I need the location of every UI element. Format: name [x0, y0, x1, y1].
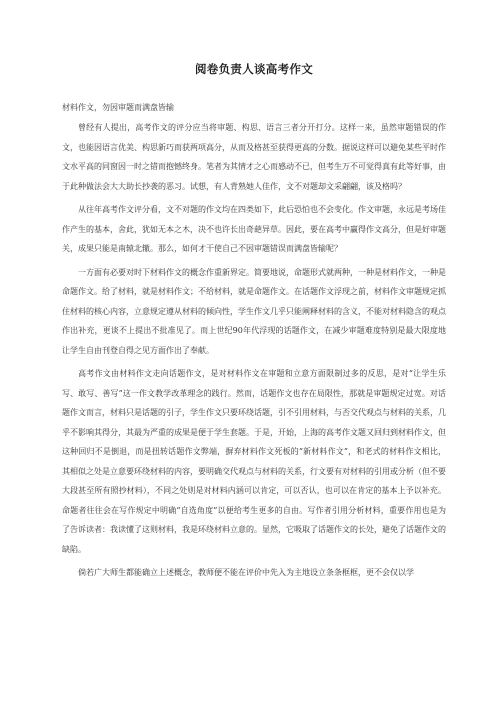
paragraph-5: 倘若广大师生都能确立上述概念，教师便不能在评价中先入为主地设立条条框框，更不会仅以学 [78, 568, 414, 577]
paragraph-4: 高考作文由材料作文走向话题作文，是对材料作文在审题和立意方面限制过多的反思，是对“让学生乐写、敢写、善写”这一作文教学改革理念的践行。然而，话题作文也存在局限性，那就是审题规定过宽。对话题作文而言，材料只是话题的引子，学生作文只要环绕话题，引不引用材料，与否交代观点与材料的关系，几乎不影响其得分，其最为严重的成果是便于学生套题。于是，开始，上海的高考作文题又回归到材料作文，但这种回归不是倒退，而是扭转话题作文弊端，摒弃材料作文死板的“新材料作文”，和老式的材料作文相比，其相似之处是立意要环绕材料的内容，要明确交代观点与材料的关系，行文要有对材料的引用或分析（但不要大段甚至所有照抄材料），不同之处则是对材料内涵可以肯定，可以否认，也可以在肯定的基本上予以补充。命题者往往会在写作规定中明确“自选角度”以便给考生更多的自由。写作者引用分析材料，重要作用也是为了告诉读者：我读懂了这则材料，我是环绕材料立意的。显然，它吸取了话题作文的长处，避免了话题作文的缺陷。 [62, 369, 446, 554]
document-title: 阅卷负责人谈高考作文 [195, 62, 313, 76]
paragraph-1: 曾经有人提出，高考作文的评分应当将审题、构思、语言三者分开打分。这样一来，虽然审题错误的作文，也能因语言优美、构思新巧而获两项高分，从而及格甚至获得更高的分数。据说这样可以避免某些平时作文水平高的同窗因一时之错而抱憾终身。笔者为其情才之心而感动不已，但考生万不可觉得真有此等好事，由于此种做法会大大助长抄袭的恶习。试想，有人背熟她人佳作，文不对题却文采翩翩，该及格吗？ [62, 123, 446, 191]
paragraph-2: 从往年高考作文评分看，文不对题的作文均在四类如下，此后恐怕也不会变化。作文审题，永远是考场佳作产生的基本，舍此，犹如无本之木，决不也许长出奇葩异草。因此，要在高考中赢得作文高分，但是好审题关，成果只能是南辕北辙。那么，如何才干使自己不因审题错误而满盘皆输呢？ [62, 205, 446, 253]
paragraph-3: 一方面有必要对时下材料作文的概念作重新界定。简要地说，命题形式就两种，一种是材料作文，一种是命题作文。给了材料，就是材料作文；不给材料，就是命题作文。在话题作文浮现之前，材料作文审题规定抓住材料的核心内容，立意规定遵从材料的倾向性，学生作文几乎只能阐释材料的含义，不能对材料隐含的观点作出补充，更谈不上提出不批准见了。而上世纪90年代浮现的话题作文，在减少审题难度特别是最大限度地让学生自由刊登自得之见方面作出了奉献。 [62, 267, 446, 355]
document-subtitle: 材料作文，勿因审题而满盘皆输 [62, 103, 174, 112]
